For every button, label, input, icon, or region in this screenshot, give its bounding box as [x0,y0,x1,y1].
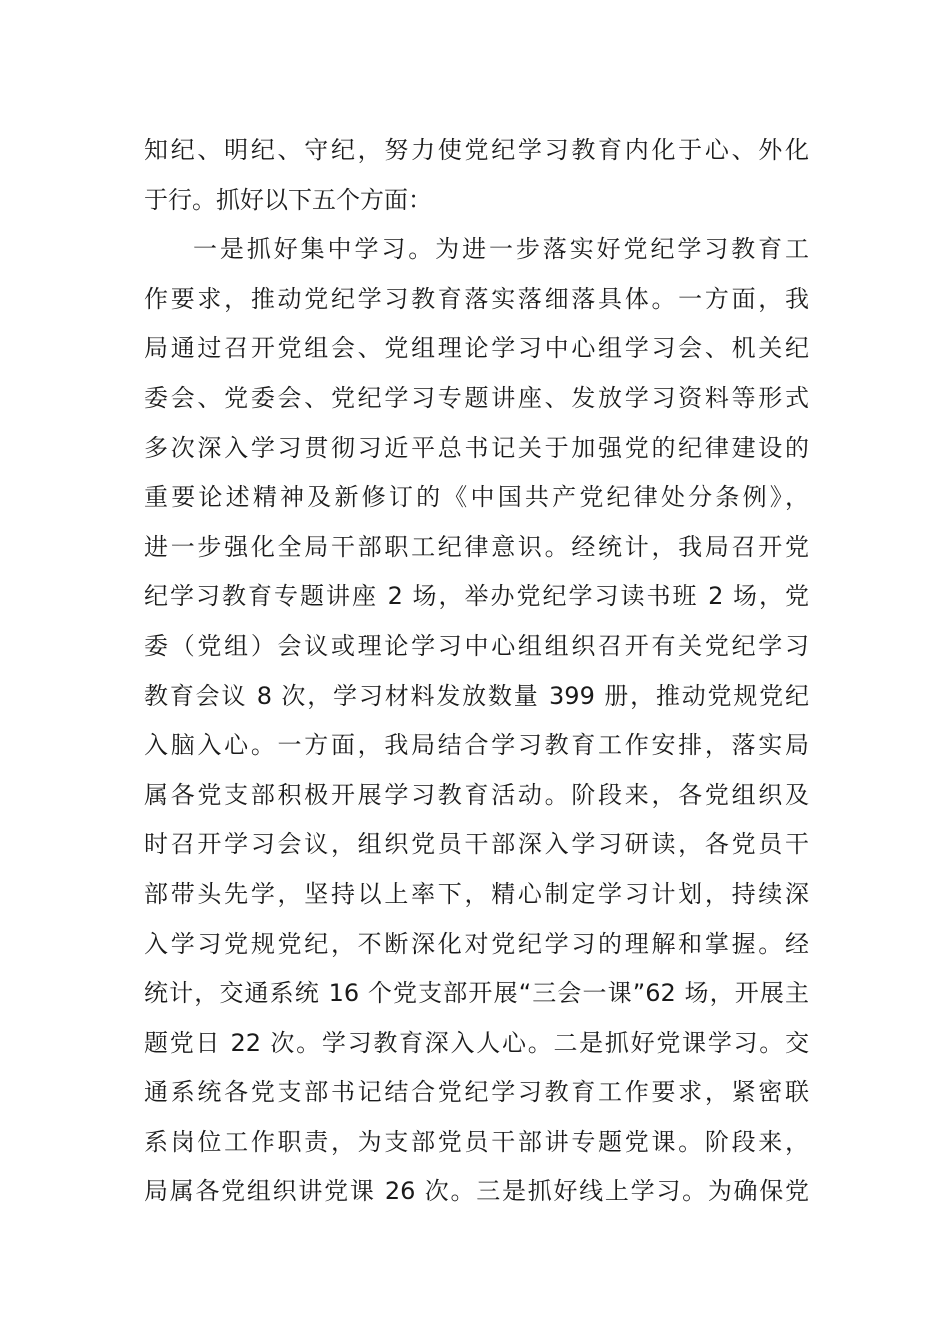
text-line: 局通过召开党组会、党组理论学习中心组学习会、机关纪 [144,334,809,363]
text-line: 属各党支部积极开展学习教育活动。阶段来，各党组织及 [144,780,809,809]
text-line: 纪学习教育专题讲座 2 场，举办党纪学习读书班 2 场，党 [144,582,809,611]
text-line: 部带头先学，坚持以上率下，精心制定学习计划，持续深 [144,879,809,908]
paragraph-first-line: 一是抓好集中学习。为进一步落实好党纪学习教育工 [193,235,809,264]
text-line: 委（党组）会议或理论学习中心组组织召开有关党纪学习 [144,631,809,660]
text-line: 入学习党规党纪，不断深化对党纪学习的理解和掌握。经 [144,929,809,958]
text-line: 时召开学习会议，组织党员干部深入学习研读，各党员干 [144,830,809,859]
text-line: 通系统各党支部书记结合党纪学习教育工作要求，紧密联 [144,1078,809,1107]
text-line: 局属各党组织讲党课 26 次。三是抓好线上学习。为确保党 [144,1177,809,1206]
text-line: 委会、党委会、党纪学习专题讲座、发放学习资料等形式 [144,383,809,412]
text-line: 于行。抓好以下五个方面： [144,185,432,214]
text-line: 教育会议 8 次，学习材料发放数量 399 册，推动党规党纪 [144,681,809,710]
text-line: 系岗位工作职责，为支部党员干部讲专题党课。阶段来， [144,1127,809,1156]
text-line: 题党日 22 次。学习教育深入人心。二是抓好党课学习。交 [144,1028,809,1057]
text-line: 作要求，推动党纪学习教育落实落细落具体。一方面，我 [144,284,809,313]
text-line: 进一步强化全局干部职工纪律意识。经统计，我局召开党 [144,532,809,561]
text-line: 知纪、明纪、守纪，努力使党纪学习教育内化于心、外化 [144,136,809,164]
text-line: 多次深入学习贯彻习近平总书记关于加强党的纪律建设的 [144,433,809,462]
text-line: 统计，交通系统 16 个党支部开展“三会一课”62 场，开展主 [144,979,809,1008]
document-body [144,126,809,1217]
text-line: 入脑入心。一方面，我局结合学习教育工作安排，落实局 [144,731,809,760]
text-line: 重要论述精神及新修订的《中国共产党纪律处分条例》， [144,483,809,512]
